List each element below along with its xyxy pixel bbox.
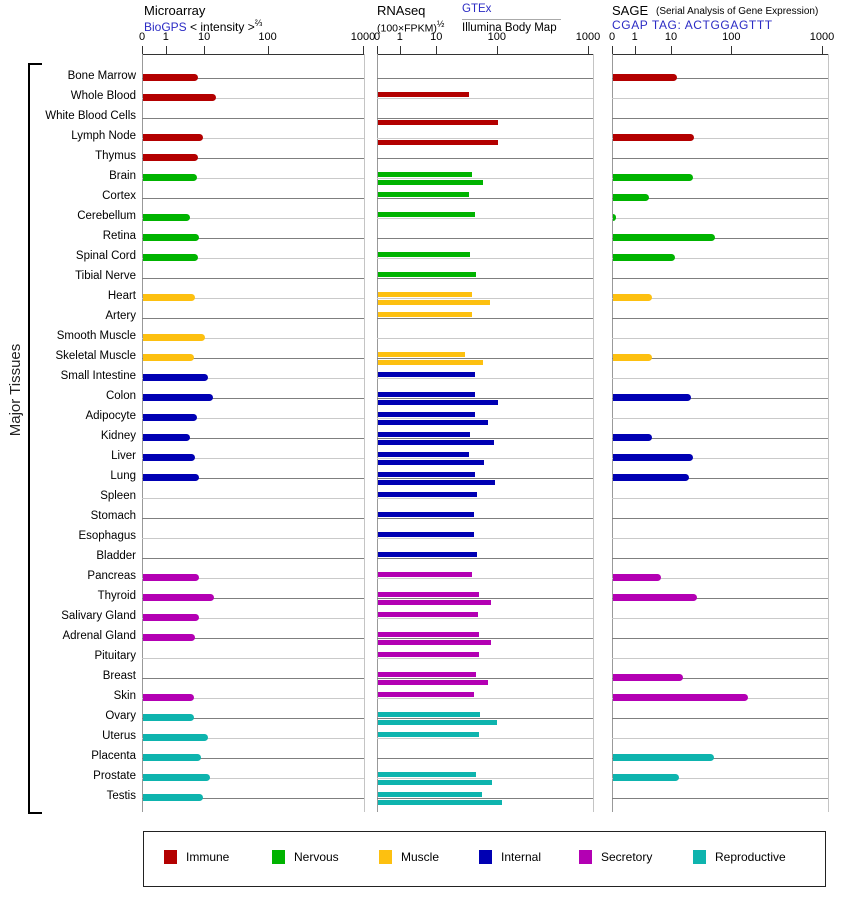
bar-rnaseq-gtex: [378, 192, 469, 197]
bar-microarray: [143, 414, 197, 421]
legend-label-immune: Immune: [186, 850, 230, 864]
row-track: [612, 118, 828, 119]
row-track: [377, 438, 593, 439]
bar-rnaseq-gtex: [378, 172, 472, 177]
panel-right-border: [593, 54, 594, 812]
biogps-link[interactable]: BioGPS: [144, 20, 187, 34]
row-track: [377, 298, 593, 299]
axis-tick: [166, 46, 167, 54]
tissue-label: Cerebellum: [77, 210, 136, 222]
bar-microarray: [143, 634, 195, 641]
row-track: [377, 278, 593, 279]
row-track: [377, 118, 593, 119]
row-track: [377, 758, 593, 759]
tissue-label: Kidney: [100, 430, 136, 442]
bar-rnaseq-gtex: [378, 92, 469, 97]
tissue-label: Adipocyte: [85, 410, 136, 422]
row-track: [142, 518, 364, 519]
row-track: [377, 138, 593, 139]
row-track: [142, 198, 364, 199]
bar-rnaseq-gtex: [378, 692, 474, 697]
row-track: [377, 358, 593, 359]
row-track: [612, 518, 828, 519]
bar-rnaseq-illumina: [378, 180, 483, 185]
row-track: [142, 558, 364, 559]
row-track: [377, 598, 593, 599]
bar-sage: [613, 434, 652, 441]
legend-label-secretory: Secretory: [601, 850, 653, 864]
legend-swatch-nervous: [272, 850, 285, 864]
axis-tick: [822, 46, 823, 54]
bar-rnaseq-gtex: [378, 292, 472, 297]
legend-swatch-immune: [164, 850, 177, 864]
bar-rnaseq-illumina: [378, 600, 491, 605]
row-track: [142, 498, 364, 499]
bar-rnaseq-gtex: [378, 212, 475, 217]
bar-rnaseq-gtex: [378, 472, 475, 477]
legend-label-reproductive: Reproductive: [715, 850, 786, 864]
rnaseq-formula: (100×FPKM)$^{\frac{1}{2}}$: [377, 19, 445, 35]
bar-rnaseq-illumina: [378, 800, 502, 805]
bar-rnaseq-gtex: [378, 772, 476, 777]
row-track: [142, 658, 364, 659]
tissue-label: Whole Blood: [70, 90, 136, 102]
bar-sage: [613, 214, 616, 221]
axis-tick: [635, 46, 636, 54]
legend-label-nervous: Nervous: [294, 850, 339, 864]
bar-microarray: [143, 394, 213, 401]
legend-swatch-muscle: [379, 850, 392, 864]
bar-rnaseq-illumina: [378, 400, 498, 405]
row-track: [377, 158, 593, 159]
bar-rnaseq-illumina: [378, 360, 483, 365]
axis-line: [142, 54, 364, 55]
axis-tick-label: 10: [664, 31, 678, 43]
tissue-label: Bladder: [96, 550, 136, 562]
axis-line: [377, 54, 593, 55]
axis-tick: [671, 46, 672, 54]
row-track: [377, 238, 593, 239]
bar-rnaseq-gtex: [378, 572, 472, 577]
bar-rnaseq-gtex: [378, 532, 474, 537]
tissue-label: Adrenal Gland: [62, 630, 136, 642]
panel-right-border: [828, 54, 829, 812]
tissue-label: Skeletal Muscle: [55, 350, 136, 362]
axis-tick: [363, 46, 364, 54]
tissue-label: Lung: [110, 470, 136, 482]
bar-rnaseq-illumina: [378, 140, 498, 145]
bar-rnaseq-illumina: [378, 120, 498, 125]
axis-tick-label: 1: [162, 31, 169, 43]
microarray-formula: < intensity >$^{\frac{2}{3}}$: [190, 18, 263, 34]
bar-microarray: [143, 794, 203, 801]
row-track: [377, 578, 593, 579]
bar-microarray: [143, 714, 194, 721]
axis-tick-label: 0: [138, 31, 146, 43]
bar-rnaseq-gtex: [378, 712, 480, 717]
tissue-label: Lymph Node: [71, 130, 136, 142]
bar-rnaseq-gtex: [378, 732, 479, 737]
bar-rnaseq-gtex: [378, 792, 482, 797]
bar-rnaseq-illumina: [378, 300, 490, 305]
bar-rnaseq-illumina: [378, 680, 488, 685]
tissue-label: Esophagus: [78, 530, 136, 542]
tissue-label: Pancreas: [87, 570, 136, 582]
axis-line: [612, 54, 828, 55]
axis-tick-label: 10: [430, 31, 443, 43]
bar-rnaseq-gtex: [378, 252, 470, 257]
axis-tick: [400, 46, 401, 54]
bar-rnaseq-gtex: [378, 432, 470, 437]
tissue-label: Spinal Cord: [75, 250, 136, 262]
row-track: [377, 478, 593, 479]
tissue-label: Testis: [106, 790, 136, 802]
row-track: [142, 318, 364, 319]
row-track: [377, 738, 593, 739]
bar-rnaseq-gtex: [378, 312, 472, 317]
bar-sage: [613, 134, 694, 141]
axis-tick-label: 1000: [575, 31, 601, 43]
row-track: [612, 378, 828, 379]
bar-microarray: [143, 234, 199, 241]
bar-microarray: [143, 474, 199, 481]
row-track: [612, 318, 828, 319]
row-track: [612, 658, 828, 659]
bar-microarray: [143, 614, 199, 621]
row-track: [612, 718, 828, 719]
tissue-label: Ovary: [105, 710, 136, 722]
axis-tick-label: 1: [396, 31, 403, 43]
row-track: [377, 338, 593, 339]
bar-sage: [613, 74, 677, 81]
illumina-body-map-label: Illumina Body Map: [462, 22, 557, 34]
bar-sage: [613, 574, 661, 581]
row-track: [377, 658, 593, 659]
bar-sage: [613, 594, 697, 601]
bar-rnaseq-gtex: [378, 612, 478, 617]
cgap-tag-link[interactable]: CGAP TAG: ACTGGAGTTT: [612, 18, 773, 32]
row-track: [142, 538, 364, 539]
axis-tick-label: 1: [631, 31, 638, 43]
axis-tick: [142, 46, 143, 54]
bar-rnaseq-gtex: [378, 512, 474, 517]
axis-tick-label: 1000: [350, 31, 376, 43]
panel-title-rnaseq: RNAseq: [377, 3, 426, 18]
row-track: [377, 458, 593, 459]
bar-sage: [613, 454, 693, 461]
bar-microarray: [143, 594, 214, 601]
bar-sage: [613, 354, 652, 361]
tissue-label: Colon: [105, 390, 136, 402]
legend-label-internal: Internal: [501, 850, 542, 864]
bar-rnaseq-gtex: [378, 652, 479, 657]
bar-rnaseq-gtex: [378, 552, 477, 557]
bar-sage: [613, 774, 679, 781]
row-track: [377, 558, 593, 559]
bar-rnaseq-gtex: [378, 392, 475, 397]
row-track: [142, 278, 364, 279]
row-track: [612, 798, 828, 799]
row-track: [612, 278, 828, 279]
legend-swatch-secretory: [579, 850, 592, 864]
tissue-label: Bone Marrow: [67, 70, 136, 82]
tissue-label: Liver: [111, 450, 136, 462]
bar-sage: [613, 254, 675, 261]
row-track: [377, 178, 593, 179]
bar-rnaseq-gtex: [378, 352, 465, 357]
row-track: [612, 638, 828, 639]
major-tissues-label: Major Tissues: [7, 343, 24, 437]
tissue-label: Heart: [107, 290, 136, 302]
axis-tick-label: 100: [487, 31, 507, 43]
row-track: [377, 638, 593, 639]
row-track: [377, 218, 593, 219]
bar-microarray: [143, 354, 194, 361]
bar-rnaseq-gtex: [378, 492, 477, 497]
bar-sage: [613, 394, 691, 401]
bar-sage: [613, 174, 693, 181]
bar-sage: [613, 674, 683, 681]
row-track: [377, 538, 593, 539]
bar-rnaseq-illumina: [378, 420, 488, 425]
bar-microarray: [143, 74, 198, 81]
axis-tick: [612, 46, 613, 54]
row-track: [612, 498, 828, 499]
bar-rnaseq-illumina: [378, 440, 494, 445]
tissue-label: Tibial Nerve: [75, 270, 136, 282]
tissue-label: Small Intestine: [60, 370, 136, 382]
tissue-label: Uterus: [102, 730, 136, 742]
tissue-label: Pituitary: [94, 650, 136, 662]
row-track: [612, 338, 828, 339]
row-track: [377, 98, 593, 99]
axis-tick-label: 0: [608, 31, 616, 43]
row-track: [377, 258, 593, 259]
tissue-label: Smooth Muscle: [56, 330, 136, 342]
tissue-label: Retina: [102, 230, 136, 242]
bar-microarray: [143, 374, 208, 381]
row-track: [377, 78, 593, 79]
bar-rnaseq-gtex: [378, 372, 475, 377]
row-track: [612, 538, 828, 539]
bar-sage: [613, 474, 689, 481]
gtex-link[interactable]: GTEx: [462, 3, 492, 15]
row-track: [377, 698, 593, 699]
tissue-label: Thyroid: [97, 590, 136, 602]
row-track: [142, 118, 364, 119]
tissue-label: White Blood Cells: [45, 110, 136, 122]
row-track: [377, 718, 593, 719]
row-track: [377, 618, 593, 619]
tissue-label: Thymus: [95, 150, 136, 162]
bar-microarray: [143, 434, 190, 441]
axis-tick-label: 0: [373, 31, 381, 43]
tissue-label: Placenta: [91, 750, 136, 762]
bar-rnaseq-illumina: [378, 460, 484, 465]
bar-microarray: [143, 294, 195, 301]
bar-rnaseq-gtex: [378, 592, 479, 597]
axis-tick-label: 1000: [809, 31, 835, 43]
axis-tick: [588, 46, 589, 54]
axis-tick: [377, 46, 378, 54]
bar-rnaseq-illumina: [378, 720, 497, 725]
bar-rnaseq-gtex: [378, 412, 475, 417]
row-track: [142, 678, 364, 679]
bar-microarray: [143, 94, 216, 101]
row-track: [612, 98, 828, 99]
bar-rnaseq-gtex: [378, 272, 476, 277]
row-track: [612, 418, 828, 419]
panel-title-sage: SAGE: [612, 3, 649, 18]
row-track: [377, 498, 593, 499]
bar-microarray: [143, 774, 210, 781]
legend-swatch-reproductive: [693, 850, 706, 864]
bar-rnaseq-gtex: [378, 632, 479, 637]
bar-rnaseq-gtex: [378, 672, 476, 677]
bar-microarray: [143, 754, 201, 761]
tissue-label: Breast: [102, 670, 136, 682]
axis-tick-label: 100: [722, 31, 741, 43]
row-track: [612, 618, 828, 619]
bar-microarray: [143, 214, 190, 221]
bar-microarray: [143, 694, 194, 701]
row-track: [377, 518, 593, 519]
bar-microarray: [143, 334, 205, 341]
bar-sage: [613, 754, 714, 761]
row-track: [612, 218, 828, 219]
legend: [143, 831, 826, 887]
bar-rnaseq-gtex: [378, 452, 469, 457]
row-track: [377, 678, 593, 679]
tissue-label: Spleen: [100, 490, 136, 502]
axis-tick-label: 100: [258, 31, 277, 43]
row-track: [377, 798, 593, 799]
bar-rnaseq-illumina: [378, 780, 492, 785]
gtex-divider: [462, 19, 561, 20]
bar-microarray: [143, 254, 198, 261]
bar-microarray: [143, 734, 208, 741]
panel-title-microarray: Microarray: [144, 3, 206, 18]
axis-tick: [731, 46, 732, 54]
bar-microarray: [143, 134, 203, 141]
row-track: [377, 378, 593, 379]
row-track: [377, 318, 593, 319]
row-track: [612, 558, 828, 559]
tissue-label: Brain: [109, 170, 136, 182]
tissue-label: Prostate: [93, 770, 136, 782]
row-track: [377, 418, 593, 419]
tissue-label: Cortex: [102, 190, 136, 202]
axis-tick: [268, 46, 269, 54]
row-track: [612, 738, 828, 739]
tissue-label: Artery: [105, 310, 136, 322]
axis-tick: [497, 46, 498, 54]
axis-tick-label: 10: [197, 31, 211, 43]
legend-swatch-internal: [479, 850, 492, 864]
tissue-label: Salivary Gland: [61, 610, 136, 622]
panel-right-border: [364, 54, 365, 812]
legend-label-muscle: Muscle: [401, 850, 440, 864]
axis-tick: [436, 46, 437, 54]
row-track: [612, 158, 828, 159]
bar-microarray: [143, 574, 199, 581]
bar-sage: [613, 194, 649, 201]
tissue-label: Skin: [113, 690, 136, 702]
bar-microarray: [143, 154, 198, 161]
row-track: [377, 778, 593, 779]
tissue-label: Stomach: [90, 510, 136, 522]
bar-rnaseq-illumina: [378, 640, 491, 645]
row-track: [377, 198, 593, 199]
bar-sage: [613, 694, 748, 701]
bar-rnaseq-illumina: [378, 480, 495, 485]
bar-microarray: [143, 454, 195, 461]
bar-microarray: [143, 174, 197, 181]
bar-sage: [613, 294, 652, 301]
row-track: [377, 398, 593, 399]
bar-sage: [613, 234, 715, 241]
sage-note: (Serial Analysis of Gene Expression): [656, 6, 819, 17]
axis-tick: [204, 46, 205, 54]
